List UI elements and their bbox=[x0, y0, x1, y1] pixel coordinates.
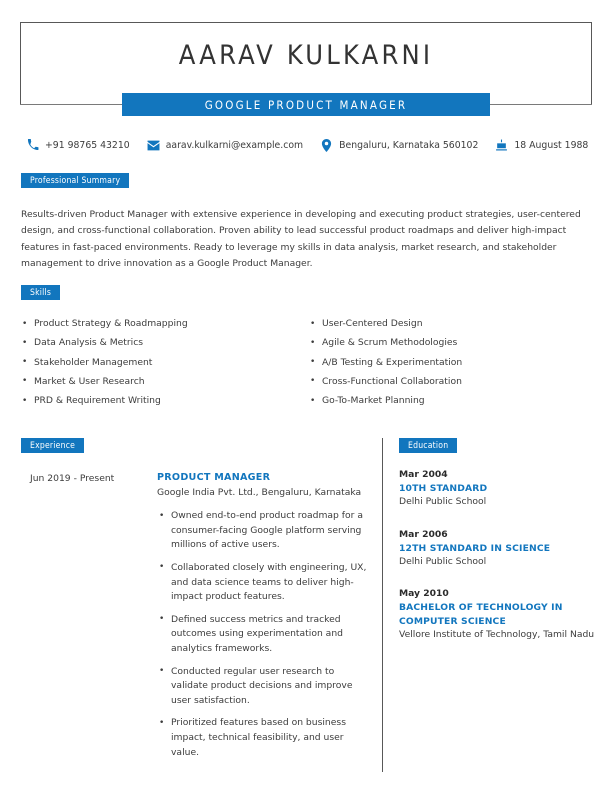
experience-bullet: • Collaborated closely with engineering, UX, and data science teams to deliver high-impact product features. bbox=[157, 561, 371, 605]
education-school: Vellore Institute of Technology, Tamil Nadu bbox=[399, 629, 595, 641]
skills-list bbox=[21, 318, 593, 414]
experience-bullets bbox=[157, 509, 371, 760]
skill-item: • Cross-Functional Collaboration bbox=[309, 376, 593, 395]
section-header-education bbox=[399, 438, 595, 453]
skills-section-label: Skills bbox=[21, 285, 60, 300]
contact-row bbox=[26, 136, 594, 154]
skill-item: • Stakeholder Management bbox=[21, 357, 309, 376]
skill-item: • Go-To-Market Planning bbox=[309, 395, 593, 414]
section-header-skills bbox=[21, 285, 593, 300]
birthdate-text: 18 August 1988 bbox=[514, 139, 589, 151]
experience-bullet: • Defined success metrics and tracked outcomes using experimentation and analytics frameworks. bbox=[157, 613, 371, 657]
skill-item: • A/B Testing & Experimentation bbox=[309, 357, 593, 376]
experience-company: Google India Pvt. Ltd., Bengaluru, Karnataka bbox=[157, 487, 362, 498]
education-degree: 12TH STANDARD IN SCIENCE bbox=[399, 542, 551, 554]
skill-item: • Data Analysis & Metrics bbox=[21, 337, 309, 356]
education-item bbox=[399, 468, 595, 510]
column-divider bbox=[382, 438, 383, 772]
envelope-icon bbox=[147, 139, 160, 152]
birthday-cake-icon bbox=[495, 139, 508, 152]
education-date: Mar 2004 bbox=[399, 469, 448, 480]
education-date: Mar 2006 bbox=[399, 528, 448, 540]
email-text: aarav.kulkarni@example.com bbox=[165, 139, 304, 151]
education-item bbox=[399, 528, 595, 570]
summary-section-label: Professional Summary bbox=[21, 173, 129, 188]
education-section-label: Education bbox=[399, 438, 457, 453]
experience-dates: Jun 2019 - Present bbox=[30, 473, 115, 484]
candidate-name: AARAV KULKARNI bbox=[178, 40, 434, 71]
experience-details bbox=[157, 470, 371, 768]
skill-item: • User-Centered Design bbox=[309, 318, 593, 337]
skill-item: • Product Strategy & Roadmapping bbox=[21, 318, 309, 337]
education-degree: BACHELOR OF TECHNOLOGY IN COMPUTER SCIENCE bbox=[399, 602, 563, 627]
phone-text: +91 98765 43210 bbox=[45, 139, 130, 151]
contact-email bbox=[147, 139, 303, 152]
education-degree: 10TH STANDARD bbox=[399, 483, 488, 494]
experience-bullet: • Conducted regular user research to validate product decisions and improve user satisfaction. bbox=[157, 665, 371, 709]
experience-bullet: • Prioritized features based on business impact, technical feasibility, and user value. bbox=[157, 716, 371, 760]
education-school: Delhi Public School bbox=[399, 556, 487, 568]
experience-section-label: Experience bbox=[21, 438, 84, 453]
education-date: May 2010 bbox=[399, 588, 449, 600]
skill-item: • Market & User Research bbox=[21, 376, 309, 395]
education-list bbox=[399, 468, 595, 660]
section-header-summary bbox=[21, 173, 593, 188]
skills-section-rule bbox=[21, 299, 593, 300]
summary-text: Results-driven Product Manager with extensive experience in developing and executing product strategies, user-centered design, and cross-functional collaboration. Proven ability to lead successful product roadmaps and deliver high-impact features in fast-paced environments. Ready to leverage my skills in data analysis, market research, and stakeholder management to drive innovation as a Google Product Manager. bbox=[21, 209, 581, 269]
education-item bbox=[399, 587, 595, 642]
contact-phone bbox=[26, 139, 130, 152]
experience-bullet: • Owned end-to-end product roadmap for a consumer-facing Google platform serving millions of active users. bbox=[157, 509, 371, 553]
education-school: Delhi Public School bbox=[399, 496, 487, 508]
skill-item: • PRD & Requirement Writing bbox=[21, 395, 309, 414]
location-text: Bengaluru, Karnataka 560102 bbox=[339, 139, 479, 151]
job-title-banner: GOOGLE PRODUCT MANAGER bbox=[122, 93, 490, 116]
location-pin-icon bbox=[320, 139, 333, 152]
experience-role: PRODUCT MANAGER bbox=[157, 472, 271, 483]
phone-icon bbox=[26, 139, 39, 152]
contact-birthdate bbox=[495, 139, 588, 152]
section-header-experience bbox=[21, 438, 371, 453]
skill-item: • Agile & Scrum Methodologies bbox=[309, 337, 593, 356]
contact-location bbox=[320, 139, 478, 152]
